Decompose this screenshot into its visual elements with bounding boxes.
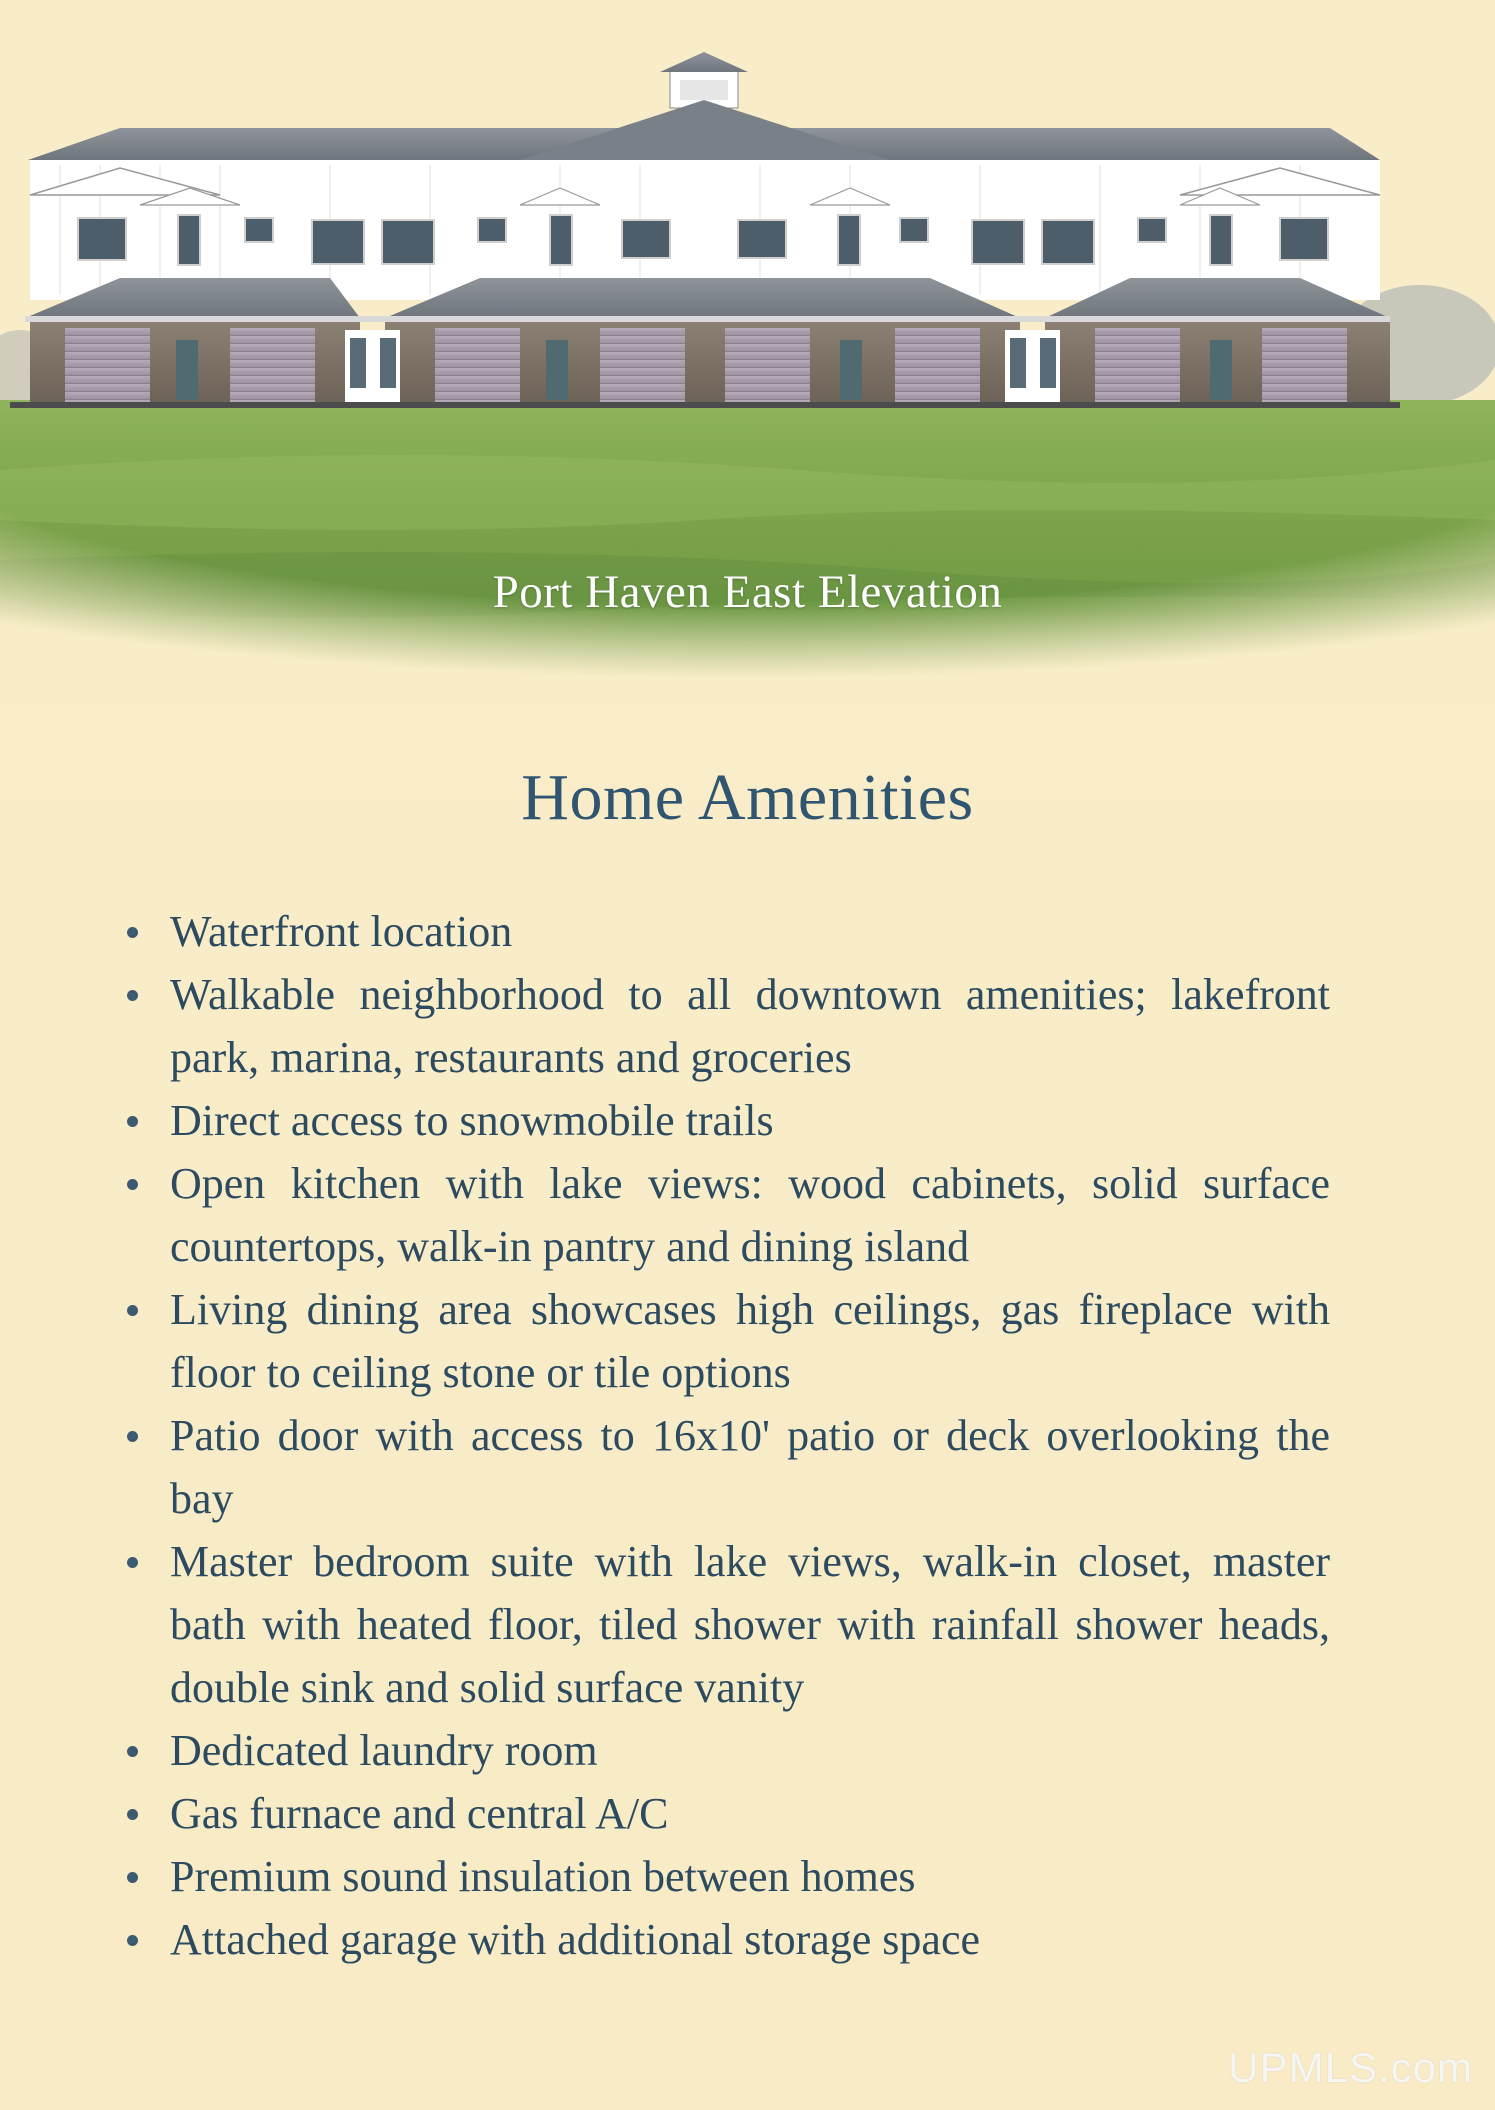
amenity-item xyxy=(120,900,1330,963)
amenity-text: Waterfront location xyxy=(170,907,513,956)
amenity-text: Gas furnace and central A/C xyxy=(170,1789,669,1838)
amenity-item xyxy=(120,1404,1330,1530)
amenities-list xyxy=(120,900,1330,1971)
bullet-icon xyxy=(127,1746,138,1757)
amenity-text: Living dining area showcases high ceilings, gas fireplace with floor to ceiling stone or tile options xyxy=(170,1285,1330,1397)
amenity-text: Direct access to snowmobile trails xyxy=(170,1096,774,1145)
amenity-text: Attached garage with additional storage space xyxy=(170,1915,981,1964)
bullet-icon xyxy=(127,990,138,1001)
bullet-icon xyxy=(127,1557,138,1568)
amenity-text: Open kitchen with lake views: wood cabinets, solid surface countertops, walk-in pantry and dining island xyxy=(170,1159,1330,1271)
bullet-icon xyxy=(127,1305,138,1316)
amenity-item xyxy=(120,963,1330,1089)
bullet-icon xyxy=(127,1935,138,1946)
upmls-watermark: UPMLS.com xyxy=(1228,2044,1473,2091)
amenity-text: Premium sound insulation between homes xyxy=(170,1852,916,1901)
amenity-item xyxy=(120,1089,1330,1152)
amenity-item xyxy=(120,1152,1330,1278)
building-illustration xyxy=(0,0,1495,710)
bullet-icon xyxy=(127,1809,138,1820)
amenity-text: Patio door with access to 16x10' patio or deck overlooking the bay xyxy=(170,1411,1330,1523)
amenity-item xyxy=(120,1278,1330,1404)
amenity-text: Dedicated laundry room xyxy=(170,1726,598,1775)
bullet-icon xyxy=(127,1179,138,1190)
illustration-caption: Port Haven East Elevation xyxy=(492,566,1003,618)
bullet-icon xyxy=(127,1431,138,1442)
amenity-text: Master bedroom suite with lake views, walk-in closet, master bath with heated floor, tiled shower with rainfall shower heads, double sink and solid surface vanity xyxy=(170,1537,1330,1712)
bullet-icon xyxy=(127,1116,138,1127)
bullet-icon xyxy=(127,1872,138,1883)
amenity-text: Walkable neighborhood to all downtown amenities; lakefront park, marina, restaurants and groceries xyxy=(170,970,1330,1082)
amenity-item xyxy=(120,1908,1330,1971)
amenity-item xyxy=(120,1719,1330,1782)
amenity-item xyxy=(120,1845,1330,1908)
amenity-item xyxy=(120,1530,1330,1719)
amenity-item xyxy=(120,1782,1330,1845)
bullet-icon xyxy=(127,927,138,938)
amenities-title: Home Amenities xyxy=(521,761,974,834)
